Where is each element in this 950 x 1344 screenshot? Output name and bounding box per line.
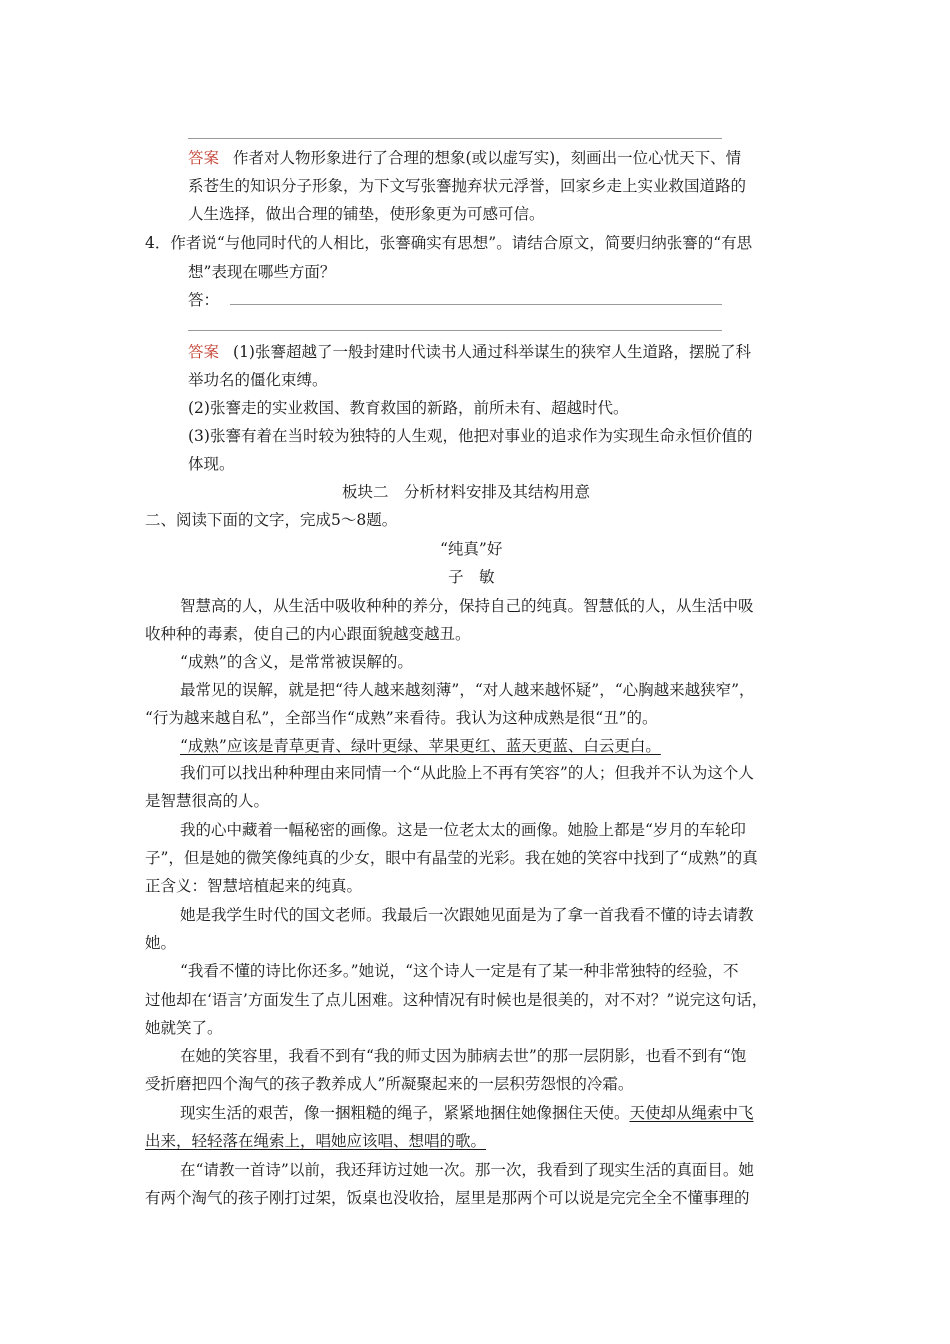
paragraph-line: 最常见的误解，就是把“待人越来越刻薄”，“对人越来越怀疑”，“心胸越来越狭窄”， xyxy=(180,681,755,699)
paragraph-line: 受折磨把四个淘气的孩子教养成人”所凝聚起来的一层积劳怨恨的冷霜。 xyxy=(145,1075,634,1093)
section-heading: 板块二 分析材料安排及其结构用意 xyxy=(342,483,591,501)
answer-prompt: 答： xyxy=(188,291,220,309)
q4-answer-line: (2)张謇走的实业救国、教育救国的新路，前所未有、超越时代。 xyxy=(188,399,629,417)
paragraph-line: 她就笑了。 xyxy=(145,1019,223,1037)
q3-answer-line: 系苍生的知识分子形象，为下文写张謇抛弃状元浮誉，回家乡走上实业救国道路的 xyxy=(188,177,747,195)
answer-blank-line[interactable] xyxy=(188,330,722,331)
paragraph-line: 我们可以找出种种理由来同情一个“从此脸上不再有笑容”的人；但我并不认为这个人 xyxy=(180,764,754,782)
paragraph-line: 我的心中藏着一幅秘密的画像。这是一位老太太的画像。她脸上都是“岁月的车轮印 xyxy=(180,821,746,839)
answer-label: 答案 xyxy=(188,343,220,361)
underlined-sentence: “成熟”应该是青草更青、绿叶更绿、苹果更红、蓝天更蓝、白云更白。 xyxy=(180,737,661,755)
q3-answer-line: 人生选择，做出合理的铺垫，使形象更为可感可信。 xyxy=(188,205,545,223)
paragraph-line: 在她的笑容里，我看不到有“我的师丈因为肺病去世”的那一层阴影，也看不到有“饱 xyxy=(180,1047,747,1065)
paragraph-line: 是智慧很高的人。 xyxy=(145,792,270,810)
paragraph-line: 现实生活的艰苦，像一捆粗糙的绳子，紧紧地捆住她像捆住天使。天使却从绳索中飞 xyxy=(180,1104,754,1122)
q4-answer-line: 体现。 xyxy=(188,455,235,473)
q4-answer-line: 举功名的僵化束缚。 xyxy=(188,371,328,389)
paragraph-line: 子”，但是她的微笑像纯真的少女，眼中有晶莹的光彩。我在她的笑容中找到了“成熟”的真 xyxy=(145,849,758,867)
answer-rule xyxy=(188,138,722,139)
paragraph-line: 过他却在‘语言’方面发生了点儿困难。这种情况有时候也是很美的，对不对？”说完这句话， xyxy=(145,991,768,1009)
paragraph-line: 她。 xyxy=(145,934,177,952)
paragraph-line: 收种种的毒素，使自己的内心跟面貌越变越丑。 xyxy=(145,625,471,643)
q4-answer-line: 答案 (1)张謇超越了一般封建时代读书人通过科举谋生的狭窄人生道路，摆脱了科 xyxy=(188,343,751,361)
q4-question-line: 想”表现在哪些方面？ xyxy=(188,263,336,281)
q3-answer-line: 答案 作者对人物形象进行了合理的想象(或以虚写实)，刻画出一位心忧天下、情 xyxy=(188,149,742,167)
q4-question-line: 4．作者说“与他同时代的人相比，张謇确实有思想”。请结合原文，简要归纳张謇的“有思 xyxy=(145,234,753,252)
answer-label: 答案 xyxy=(188,149,220,167)
underlined-sentence: 天使却从绳索中飞 xyxy=(629,1104,754,1122)
article-title: “纯真”好 xyxy=(440,540,503,558)
paragraph-line: 正含义：智慧培植起来的纯真。 xyxy=(145,877,363,895)
section-instruction: 二、阅读下面的文字，完成5～8题。 xyxy=(145,511,398,529)
paragraph-line: 她是我学生时代的国文老师。我最后一次跟她见面是为了拿一首我看不懂的诗去请教 xyxy=(180,906,754,924)
answer-blank-line[interactable] xyxy=(230,304,722,305)
paragraph-line: “行为越来越自私”，全部当作“成熟”来看待。我认为这种成熟是很“丑”的。 xyxy=(145,709,658,727)
q4-answer-line: (3)张謇有着在当时较为独特的人生观，他把对事业的追求作为实现生命永恒价值的 xyxy=(188,427,753,445)
article-author: 子 敏 xyxy=(448,568,495,586)
paragraph-line: 在“请教一首诗”以前，我还拜访过她一次。那一次，我看到了现实生活的真面目。她 xyxy=(180,1161,754,1179)
paragraph-line: “成熟”的含义，是常常被误解的。 xyxy=(180,653,413,671)
underlined-sentence: 出来，轻轻落在绳索上，唱她应该唱、想唱的歌。 xyxy=(145,1132,487,1150)
paragraph-line: 智慧高的人，从生活中吸收种种的养分，保持自己的纯真。智慧低的人，从生活中吸 xyxy=(180,597,754,615)
paragraph-line: 有两个淘气的孩子刚打过架，饭桌也没收拾，屋里是那两个可以说是完完全全不懂事理的 xyxy=(145,1189,750,1207)
paragraph-line: “我看不懂的诗比你还多。”她说，“这个诗人一定是有了某一种非常独特的经验，不 xyxy=(180,962,739,980)
